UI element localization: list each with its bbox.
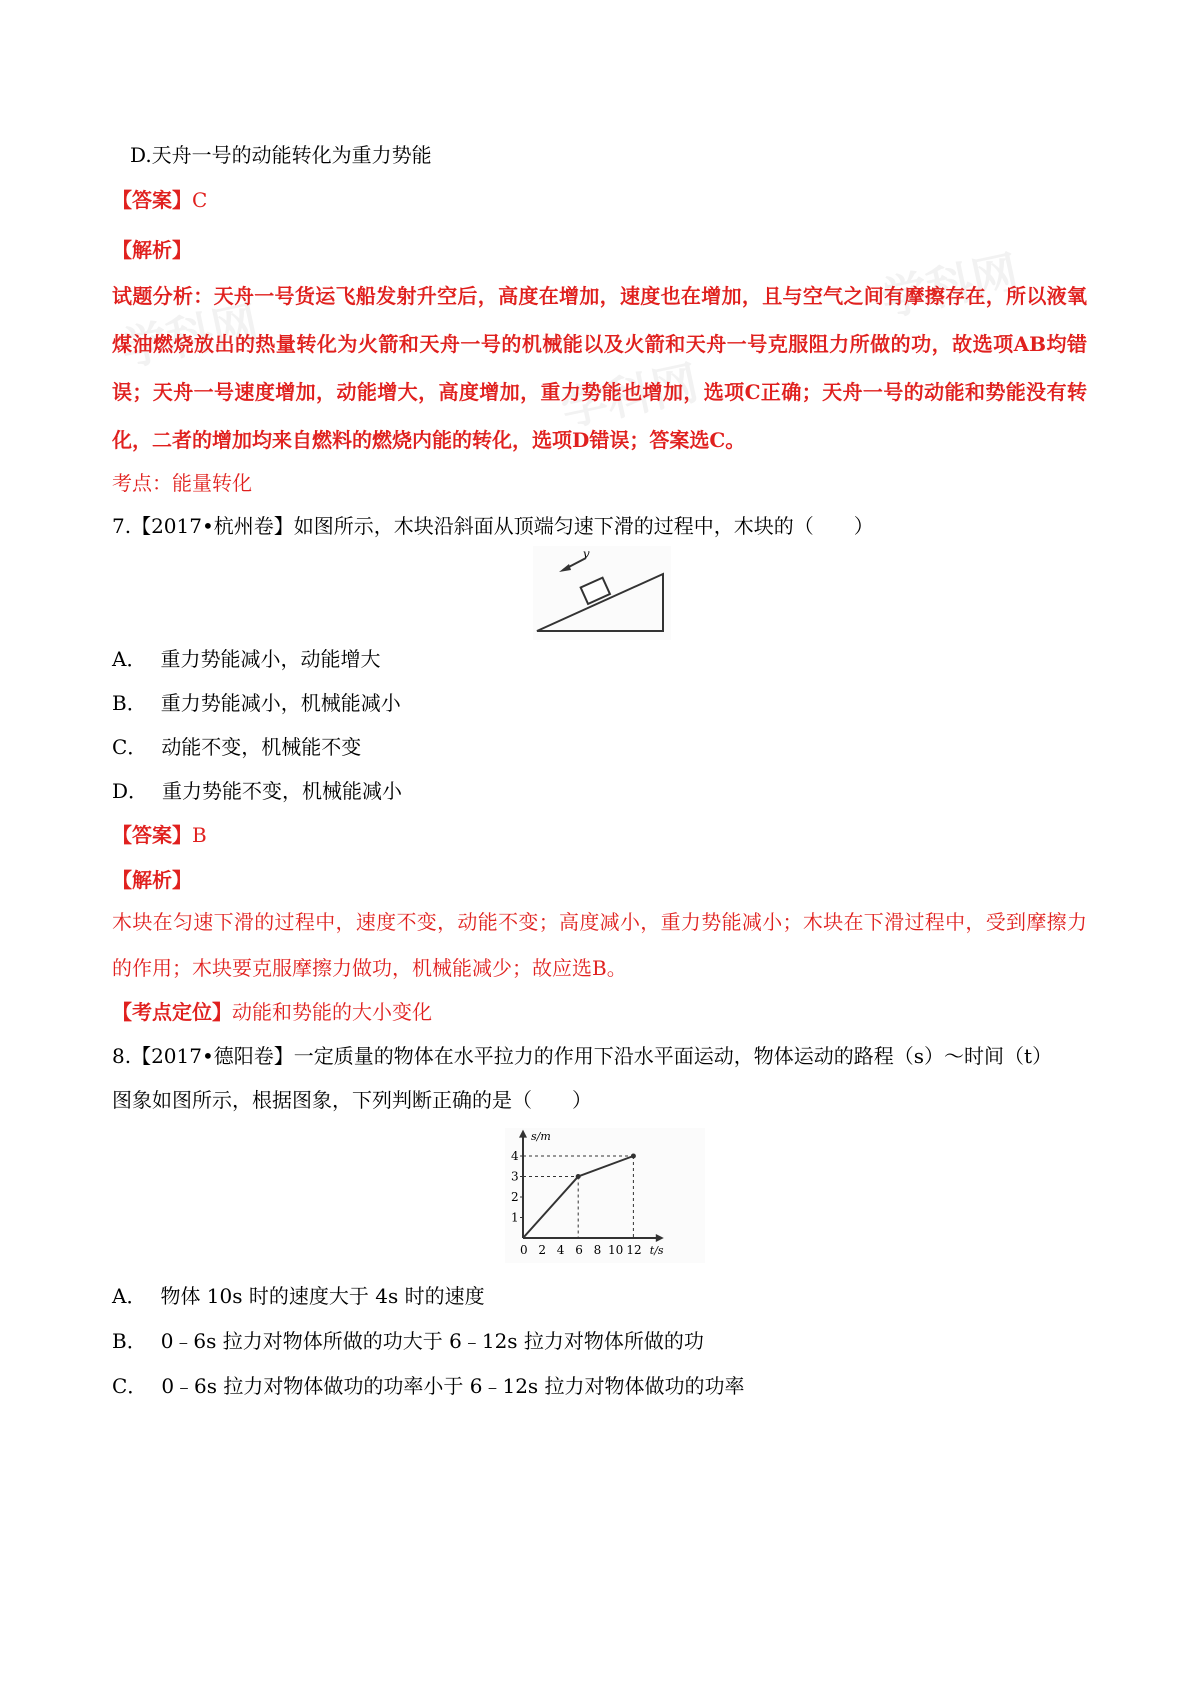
q8-option-a: A． 物体 10s 时的速度大于 4s 时的速度	[112, 1284, 485, 1308]
answer-label: 【答案】	[112, 188, 192, 212]
q8-option-c: C． 0﹣6s 拉力对物体做功的功率小于 6﹣12s 拉力对物体做功的功率	[112, 1374, 745, 1398]
answer-label: 【答案】	[112, 823, 192, 847]
q8-stem-line1: 8.【2017•德阳卷】一定质量的物体在水平拉力的作用下沿水平面运动，物体运动的路程（s）～时间（t）	[112, 1044, 1053, 1068]
q6-option-d: D.天舟一号的动能转化为重力势能	[130, 143, 432, 167]
q7-option-b: B． 重力势能减小，机械能减小	[112, 691, 401, 715]
y-tick-label: 1	[511, 1210, 519, 1225]
x-tick-label: 12	[626, 1243, 642, 1257]
q8-stem-line2: 图象如图所示，根据图象，下列判断正确的是（ ）	[112, 1088, 592, 1112]
incline-figure	[533, 546, 671, 640]
q7-option-c: C． 动能不变，机械能不变	[112, 735, 362, 759]
kaodian-label: 【考点定位】	[112, 1000, 232, 1024]
q7-option-d: D． 重力势能不变，机械能减小	[112, 779, 403, 803]
watermark: 学科网	[556, 355, 703, 437]
x-tick-label: 10	[608, 1243, 624, 1257]
q6-answer	[112, 187, 207, 213]
x-tick-label: 4	[556, 1243, 565, 1257]
q7-analysis-label: 【解析】	[112, 868, 192, 892]
q7-kaodian	[112, 999, 432, 1025]
y-tick-label: 4	[511, 1149, 519, 1163]
answer-value: C	[192, 188, 208, 212]
x-tick-label: 0	[520, 1243, 528, 1257]
q8-option-b: B． 0﹣6s 拉力对物体所做的功大于 6﹣12s 拉力对物体所做的功	[112, 1329, 704, 1353]
q6-analysis-text: 试题分析：天舟一号货运飞船发射升空后，高度在增加，速度也在增加，且与空气之间有摩擦存在，所以液氧煤油燃烧放出的热量转化为火箭和天舟一号的机械能以及火箭和天舟一号克服阻力所做的功，故选项AB均错误；天舟一号速度增加，动能增大，高度增加，重力势能也增加，选项C正确；天舟一号的动能和势能没有转化，二者的增加均来自燃料的燃烧内能的转化，选项D错误；答案选C。	[112, 284, 1087, 452]
q6-kaodian: 考点：能量转化	[112, 471, 252, 495]
q7-stem: 7.【2017•杭州卷】如图所示，木块沿斜面从顶端匀速下滑的过程中，木块的（ ）	[112, 514, 874, 538]
velocity-label: v	[583, 547, 590, 561]
data-point	[631, 1154, 636, 1159]
x-axis-label: t/s	[649, 1244, 664, 1257]
q7-analysis-text: 木块在匀速下滑的过程中，速度不变，动能不变；高度减小，重力势能减小；木块在下滑过程中，受到摩擦力的作用；木块要克服摩擦力做功，机械能减少；故应选B。	[112, 910, 1087, 980]
q7-option-a: A． 重力势能减小，动能增大	[112, 647, 381, 671]
q7-answer	[112, 822, 207, 848]
chart-background	[505, 1128, 705, 1263]
y-axis-label: s/m	[531, 1130, 551, 1143]
y-tick-label: 3	[511, 1169, 519, 1184]
x-tick-label: 8	[593, 1243, 602, 1257]
y-tick-label: 2	[511, 1190, 519, 1204]
watermark: 学科网	[116, 295, 263, 377]
x-tick-label: 2	[538, 1243, 547, 1257]
data-point	[576, 1174, 581, 1179]
answer-value: B	[192, 823, 207, 847]
s-t-chart	[505, 1128, 705, 1263]
kaodian-value: 动能和势能的大小变化	[232, 1000, 432, 1024]
q6-analysis-label: 【解析】	[112, 238, 192, 262]
watermark: 学科网	[876, 245, 1023, 327]
x-tick-label: 6	[575, 1243, 583, 1257]
